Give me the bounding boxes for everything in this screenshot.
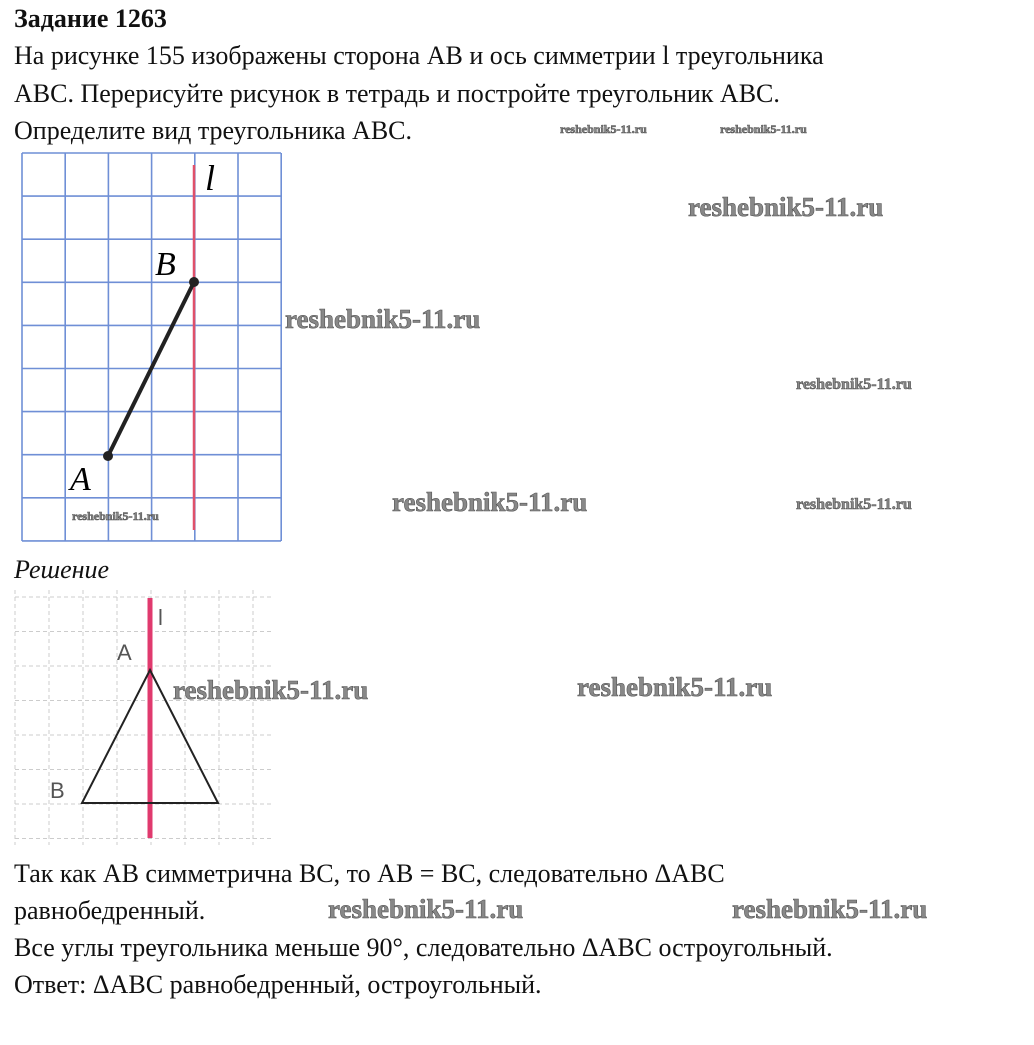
watermark: reshebnik5-11.ru	[688, 192, 884, 222]
problem-line: На рисунке 155 изображены сторона AB и ось симметрии l треугольника	[14, 41, 824, 70]
solution-line: Все углы треугольника меньше 90°, следовательно ΔABC остроугольный.	[14, 933, 833, 962]
watermark: reshebnik5-11.ru	[328, 894, 524, 924]
watermark: reshebnik5-11.ru	[285, 304, 481, 334]
problem-line: ABC. Перерисуйте рисунок в тетрадь и постройте треугольник ABC.	[14, 79, 780, 108]
solution-heading: Решение	[14, 555, 110, 584]
label-b: B	[155, 246, 176, 283]
task-title: Задание 1263	[14, 4, 167, 33]
watermark: reshebnik5-11.ru	[796, 376, 912, 393]
watermark: reshebnik5-11.ru	[72, 509, 159, 523]
watermark: reshebnik5-11.ru	[577, 672, 773, 702]
problem-line: Определите вид треугольника ABC.	[14, 116, 413, 145]
label-l: l	[205, 158, 216, 198]
label-l: l	[158, 605, 163, 630]
label-a: A	[70, 461, 91, 498]
label-b: B	[50, 778, 65, 803]
watermark: reshebnik5-11.ru	[720, 122, 807, 136]
watermark: reshebnik5-11.ru	[732, 894, 928, 924]
label-a: A	[117, 640, 132, 665]
solution-line: Так как AB симметрична BC, то AB = BC, следовательно ΔABC	[14, 859, 725, 888]
watermark: reshebnik5-11.ru	[392, 487, 588, 517]
watermark: reshebnik5-11.ru	[173, 675, 369, 705]
solution-line: равнобедренный.	[14, 896, 206, 925]
answer-line: Ответ: ΔABC равнобедренный, остроугольный.	[14, 970, 542, 999]
watermark: reshebnik5-11.ru	[796, 496, 912, 513]
watermark: reshebnik5-11.ru	[560, 122, 647, 136]
